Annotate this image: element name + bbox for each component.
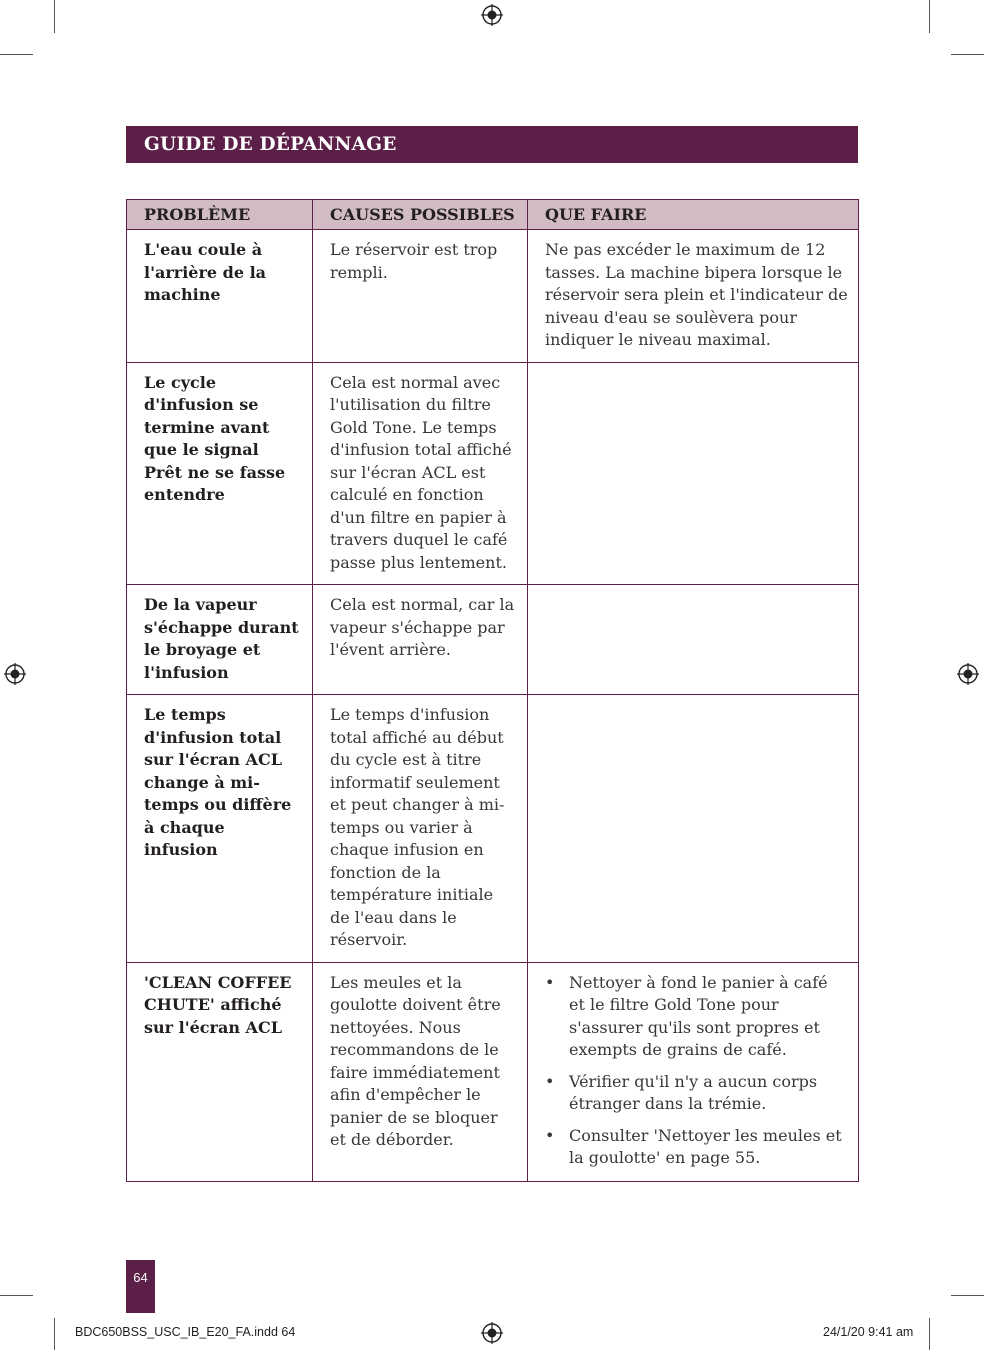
registration-mark-icon (481, 4, 503, 26)
cause-cell: Cela est normal avec l'utilisation du filtre Gold Tone. Le temps d'infusion total affiché sur l'écran ACL est calculé en fonction d'un filtre en papier à travers duquel le café passe plus lentement. (313, 362, 528, 585)
problem-cell: 'CLEAN COFFEE CHUTE' affiché sur l'écran ACL (127, 962, 313, 1181)
troubleshooting-table (126, 199, 859, 1182)
list-item: • Nettoyer à fond le panier à café et le filtre Gold Tone pour s'assurer qu'ils sont propres et exempts de grains de café. (545, 972, 828, 1059)
table-row (127, 585, 859, 695)
table-header-row (127, 200, 859, 230)
solution-cell (528, 585, 859, 695)
bullet-icon: • (545, 1071, 555, 1091)
table-row (127, 695, 859, 963)
bullet-icon: • (545, 972, 555, 992)
column-header-causes: CAUSES POSSIBLES (313, 200, 528, 230)
problem-cell: De la vapeur s'échappe durant le broyage et l'infusion (127, 585, 313, 695)
crop-mark (929, 0, 930, 33)
crop-mark (0, 54, 33, 55)
timestamp: 24/1/20 9:41 am (823, 1325, 914, 1339)
registration-mark-icon (4, 663, 26, 685)
cause-cell: Le réservoir est trop rempli. (313, 230, 528, 363)
table-row (127, 230, 859, 363)
solution-cell (528, 362, 859, 585)
problem-cell: Le temps d'infusion total sur l'écran ACL change à mi-temps ou diffère à chaque infusion (127, 695, 313, 963)
problem-cell: L'eau coule à l'arrière de la machine (127, 230, 313, 363)
crop-mark (0, 1295, 33, 1296)
bullet-icon: • (545, 1125, 555, 1145)
problem-cell: Le cycle d'infusion se termine avant que le signal Prêt ne se fasse entendre (127, 362, 313, 585)
cause-cell: Cela est normal, car la vapeur s'échappe par l'évent arrière. (313, 585, 528, 695)
crop-mark (54, 0, 55, 33)
cause-cell: Le temps d'infusion total affiché au début du cycle est à titre informatif seulement et peut changer à mi-temps ou varier à chaque infusion en fonction de la température initiale de l'eau dans le réservoir. (313, 695, 528, 963)
file-info: BDC650BSS_USC_IB_E20_FA.indd 64 (75, 1325, 296, 1339)
crop-mark (54, 1318, 55, 1350)
list-item: • Consulter 'Nettoyer les meules et la goulotte' en page 55. (545, 1125, 842, 1167)
table-row (127, 362, 859, 585)
registration-mark-icon (957, 663, 979, 685)
solution-bullet-list (545, 972, 848, 1170)
section-title-banner (126, 126, 858, 163)
page-number: 64 (133, 1270, 148, 1285)
cause-cell: Les meules et la goulotte doivent être nettoyées. Nous recommandons de le faire immédiatement afin d'empêcher le panier de se bloquer et de déborder. (313, 962, 528, 1181)
solution-cell (528, 962, 859, 1181)
crop-mark (929, 1318, 930, 1350)
crop-mark (951, 1295, 984, 1296)
list-item: • Vérifier qu'il n'y a aucun corps étranger dans la trémie. (545, 1071, 818, 1113)
page-number-tab (126, 1260, 155, 1313)
table-row (127, 962, 859, 1181)
solution-cell (528, 695, 859, 963)
column-header-problem: PROBLÈME (127, 200, 313, 230)
column-header-solution: QUE FAIRE (528, 200, 859, 230)
page-title: GUIDE DE DÉPANNAGE (144, 134, 397, 155)
registration-mark-icon (481, 1322, 503, 1344)
crop-mark (951, 54, 984, 55)
solution-cell: Ne pas excéder le maximum de 12 tasses. La machine bipera lorsque le réservoir sera plein et l'indicateur de niveau d'eau se soulèvera pour indiquer le niveau maximal. (528, 230, 859, 363)
